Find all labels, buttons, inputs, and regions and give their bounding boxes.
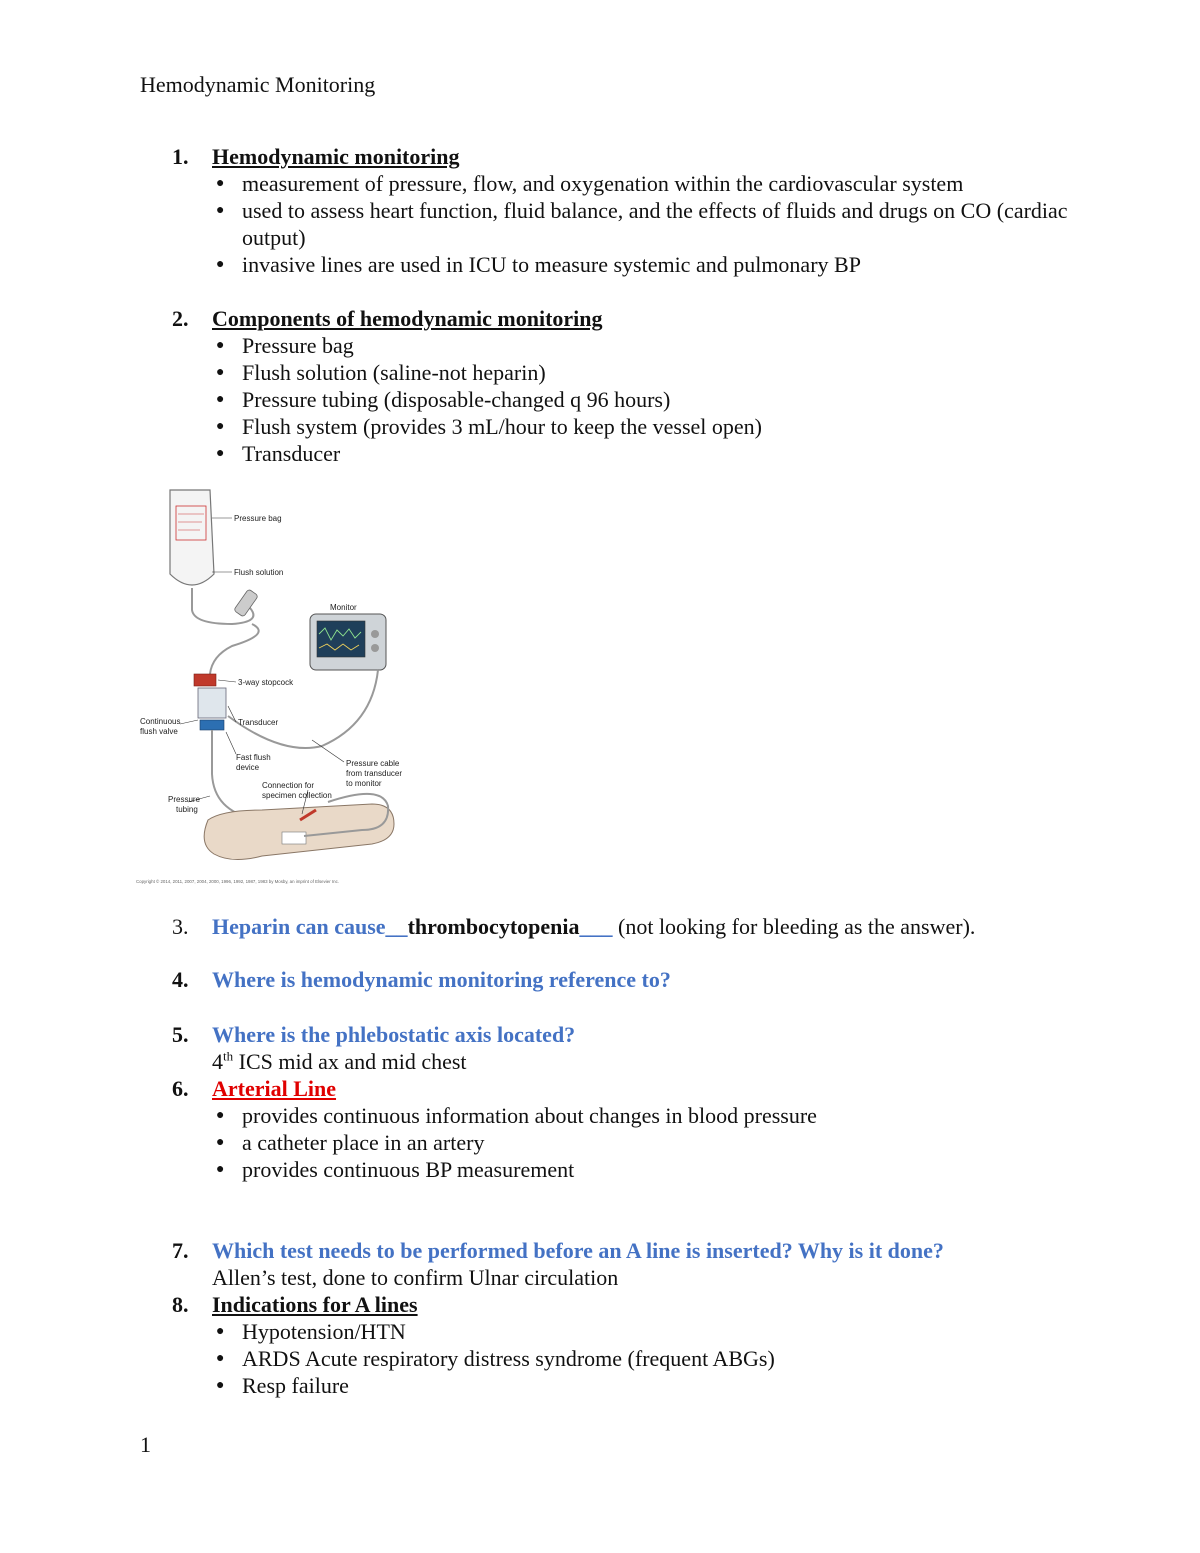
page-header: Hemodynamic Monitoring — [140, 72, 376, 97]
label-continuous-1: Continuous — [140, 717, 181, 726]
label-pressure-cable-1: Pressure cable — [346, 759, 400, 768]
list-item: ● Pressure tubing (disposable-changed q 96 hours) — [212, 386, 1092, 413]
label-monitor: Monitor — [330, 603, 357, 612]
fast-flush-shape — [200, 720, 224, 730]
label-connection-2: specimen collection — [262, 791, 332, 800]
question-text: Where is the phlebostatic axis located? — [212, 1022, 576, 1047]
list-item: ● Flush solution (saline-not heparin) — [212, 359, 1092, 386]
pressure-bag-shape — [170, 490, 214, 585]
answer-text: Allen’s test, done to confirm Ulnar circulation — [212, 1265, 619, 1290]
section-number: 6. — [172, 1076, 189, 1101]
answer-superscript: th — [223, 1048, 234, 1064]
list-item: ● Resp failure — [212, 1372, 1092, 1399]
section-number: 7. — [172, 1238, 189, 1263]
question-suffix: ___ — [579, 914, 613, 939]
bullet-list — [172, 170, 1092, 278]
monitor-shape — [310, 614, 386, 670]
question-line — [212, 913, 975, 940]
label-pressure-cable-3: to monitor — [346, 779, 382, 788]
list-item: ● invasive lines are used in ICU to measure systemic and pulmonary BP — [212, 251, 1092, 278]
hemodynamic-setup-figure — [132, 484, 402, 892]
question-text: Where is hemodynamic monitoring reference to? — [212, 967, 671, 992]
answer-text: thrombocytopenia — [407, 914, 580, 939]
section-number: 8. — [172, 1292, 189, 1317]
section-heading: Hemodynamic monitoring — [212, 144, 460, 169]
section-heading: Arterial Line — [212, 1076, 337, 1101]
list-item: ● Hypotension/HTN — [212, 1318, 1092, 1345]
catheter-dressing — [282, 832, 306, 844]
label-pressure-tubing-2: tubing — [176, 805, 198, 814]
pressure-tubing-line — [212, 730, 262, 820]
label-connection-1: Connection for — [262, 781, 315, 790]
list-item: ● a catheter place in an artery — [212, 1129, 1092, 1156]
bullet-list — [172, 1318, 1092, 1399]
section-4 — [172, 966, 1092, 993]
label-pressure-bag: Pressure bag — [234, 514, 282, 523]
section-heading: Components of hemodynamic monitoring — [212, 306, 603, 331]
drip-chamber — [234, 589, 259, 617]
label-stopcock: 3-way stopcock — [238, 678, 294, 687]
section-number: 5. — [172, 1022, 189, 1047]
label-continuous-2: flush valve — [140, 727, 178, 736]
figure-copyright: Copyright © 2014, 2011, 2007, 2004, 2000, 1996, 1992, 1987, 1983 by Mosby, an imprint of Elsevier Inc. — [136, 879, 339, 884]
transducer-shape — [198, 688, 226, 718]
page-number: 1 — [140, 1432, 151, 1457]
label-flush-solution: Flush solution — [234, 568, 284, 577]
section-1 — [172, 143, 1092, 278]
list-item: ● Transducer — [212, 440, 1092, 467]
list-item: ● used to assess heart function, fluid balance, and the effects of fluids and drugs on CO (cardiac output) — [212, 197, 1092, 251]
question-text: Which test needs to be performed before an A line is inserted? Why is it done? — [212, 1238, 944, 1263]
section-5 — [172, 1021, 1092, 1075]
section-number: 3. — [172, 914, 189, 939]
bullet-list — [172, 332, 1092, 467]
label-pressure-tubing-1: Pressure — [168, 795, 201, 804]
section-number: 2. — [172, 306, 189, 331]
section-3 — [172, 913, 1092, 940]
label-pressure-cable-2: from transducer — [346, 769, 402, 778]
list-item: ● Flush system (provides 3 mL/hour to keep the vessel open) — [212, 413, 1092, 440]
section-number: 4. — [172, 967, 189, 992]
question-note: (not looking for bleeding as the answer). — [612, 914, 976, 939]
list-item: ● Pressure bag — [212, 332, 1092, 359]
list-item: ● provides continuous BP measurement — [212, 1156, 1092, 1183]
question-prefix: Heparin can cause__ — [212, 914, 408, 939]
label-transducer: Transducer — [238, 718, 279, 727]
section-6 — [172, 1075, 1092, 1183]
list-item: ● ARDS Acute respiratory distress syndrome (frequent ABGs) — [212, 1345, 1092, 1372]
answer-rest: ICS mid ax and mid chest — [233, 1049, 467, 1074]
label-fast-flush-2: device — [236, 763, 260, 772]
list-item: ● provides continuous information about changes in blood pressure — [212, 1102, 1092, 1129]
section-2 — [172, 305, 1092, 467]
answer-line — [172, 1048, 1092, 1075]
section-8 — [172, 1291, 1092, 1399]
section-7 — [172, 1237, 1092, 1291]
section-number: 1. — [172, 144, 189, 169]
bullet-list — [172, 1102, 1092, 1183]
label-fast-flush-1: Fast flush — [236, 753, 271, 762]
stopcock-shape — [194, 674, 216, 686]
list-item: ● measurement of pressure, flow, and oxygenation within the cardiovascular system — [212, 170, 1092, 197]
section-heading: Indications for A lines — [212, 1292, 418, 1317]
answer-prefix: 4 — [212, 1049, 223, 1074]
